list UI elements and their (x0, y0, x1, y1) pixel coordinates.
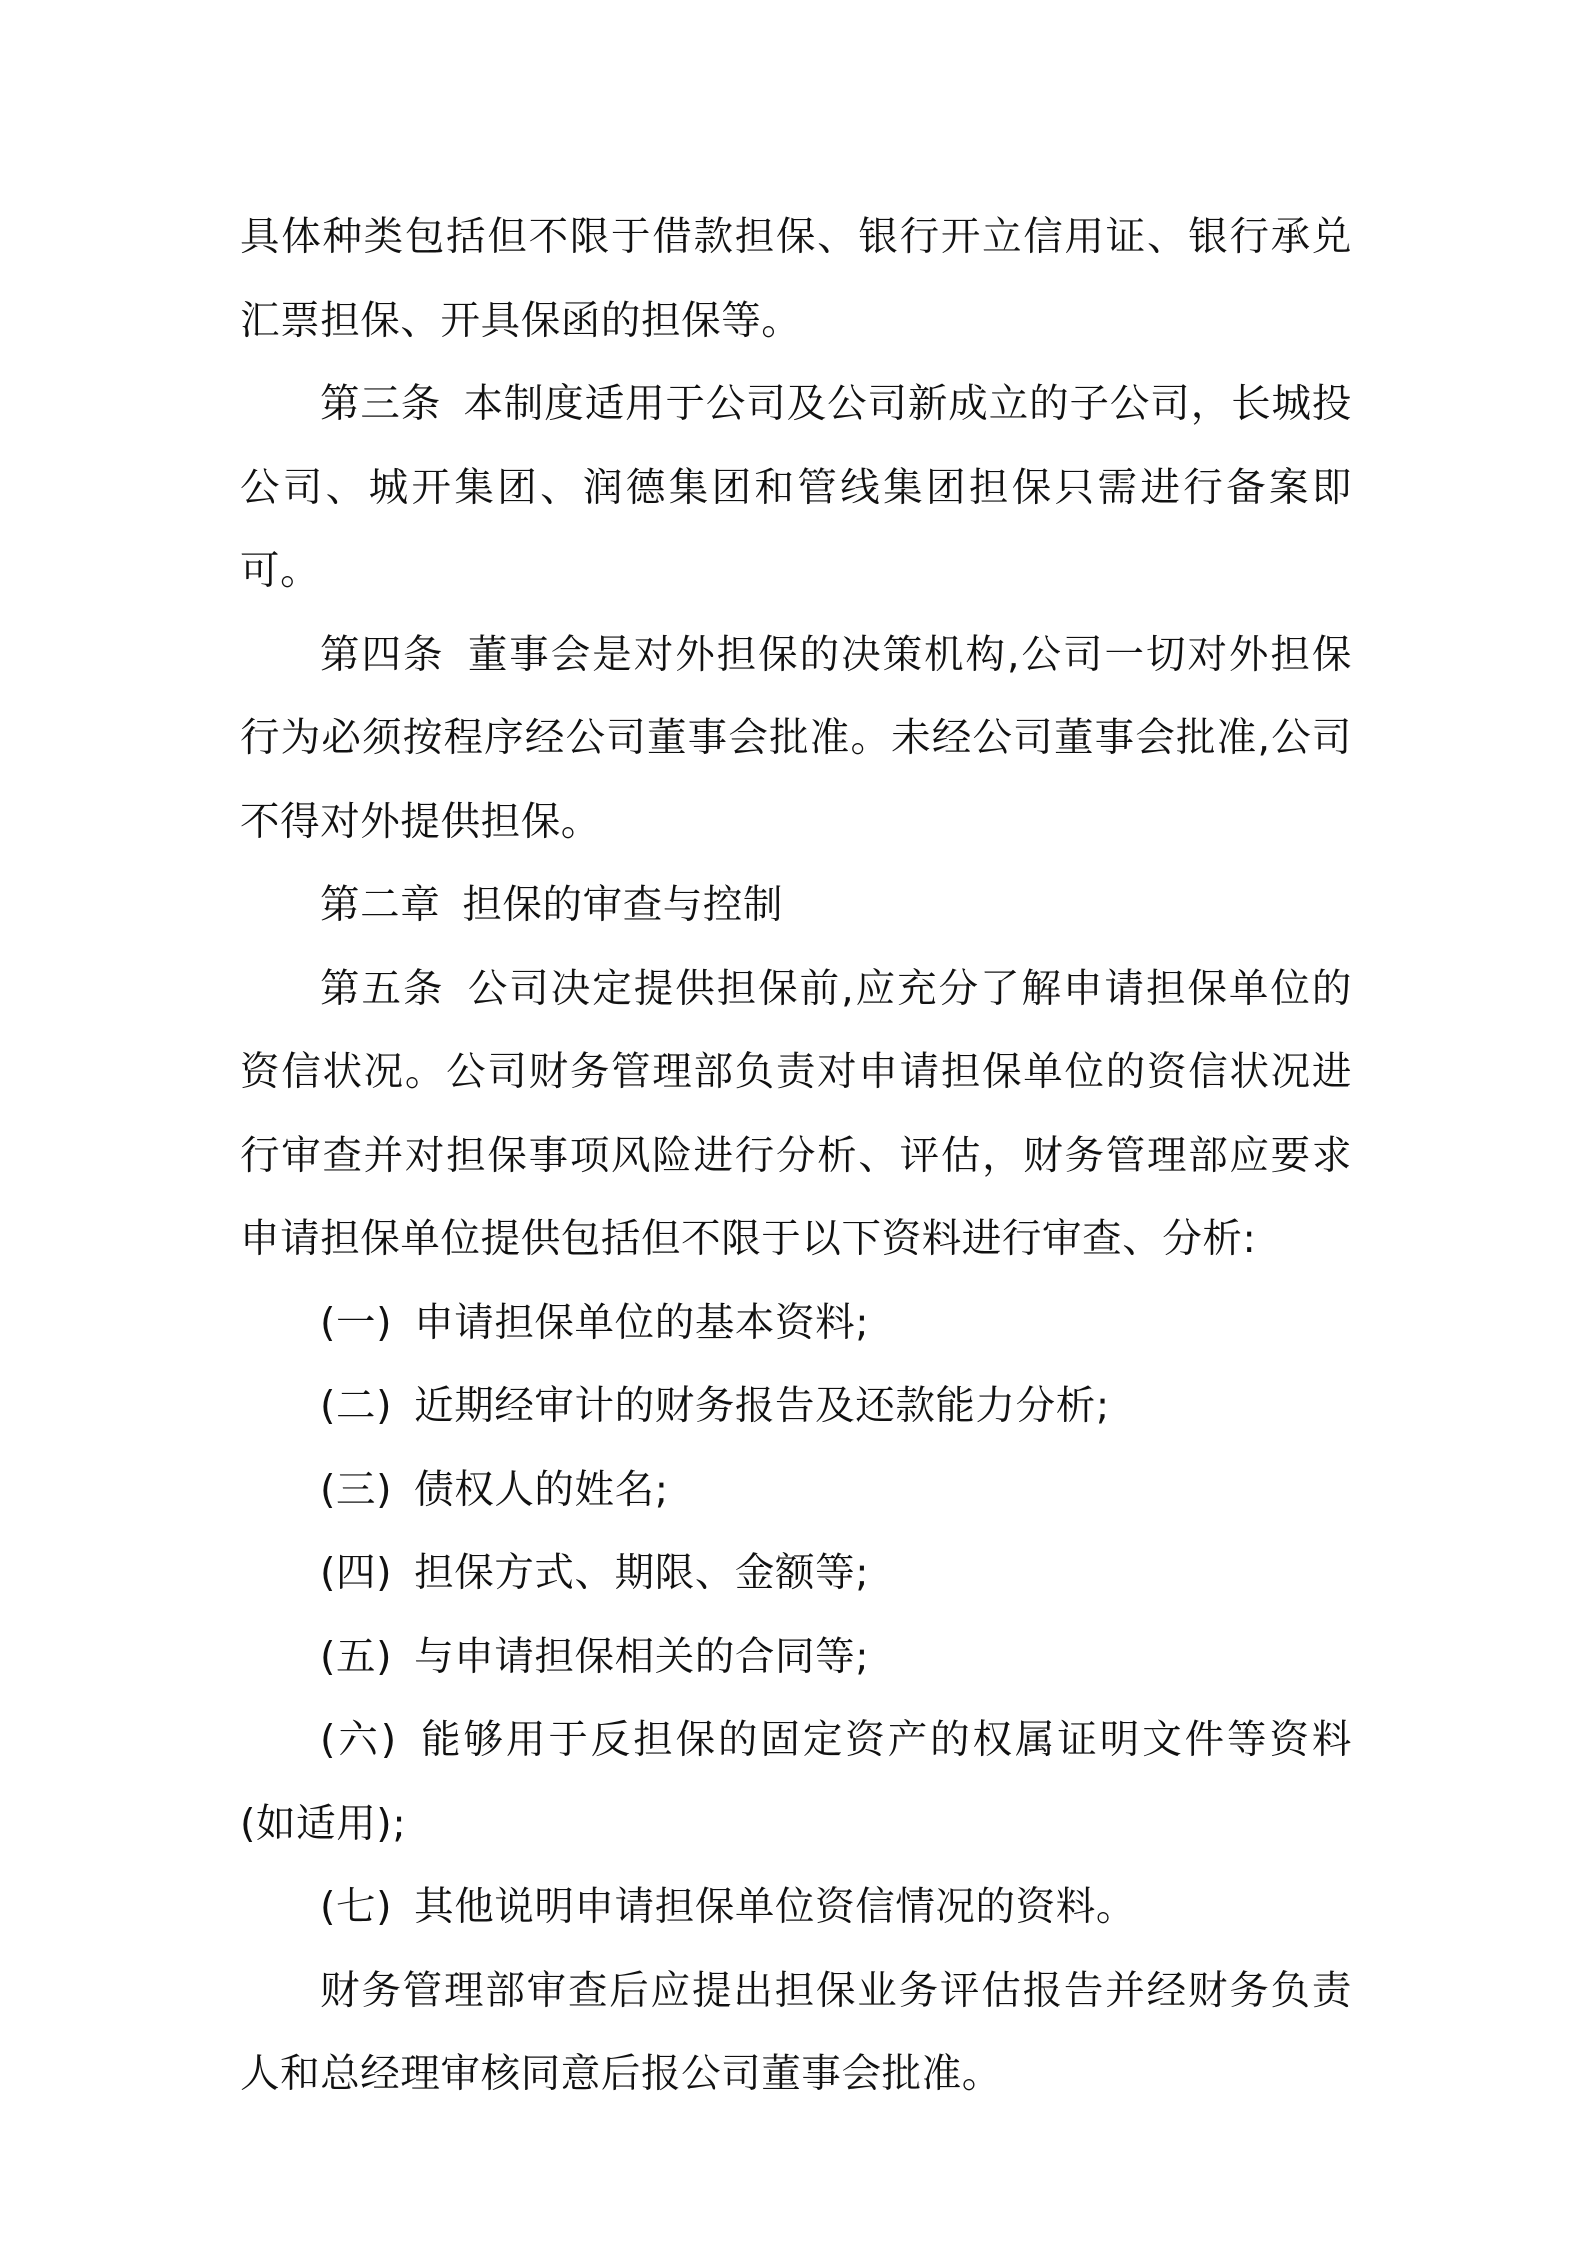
list-item-label: (六) (320, 1717, 397, 1763)
list-item (240, 1449, 1352, 1533)
document-body (240, 196, 1352, 2117)
article-text: 董事会是对外担保的决策机构,公司一切对外担保行为必须按程序经公司董事会批准。未经公司董事会批准,公司不得对外提供担保。 (240, 631, 1352, 845)
list-item-text: 担保方式、期限、金额等; (414, 1550, 870, 1596)
paragraph-text: 具体种类包括但不限于借款担保、银行开立信用证、银行承兑汇票担保、开具保函的担保等。 (240, 214, 1352, 344)
list-item-text: 申请担保单位的基本资料; (414, 1299, 870, 1346)
list-item-label: (七) (320, 1884, 393, 1930)
list-item (240, 1866, 1352, 1950)
article-text: 本制度适用于公司及公司新成立的子公司，长城投公司、城开集团、润德集团和管线集团担保只需进行备案即可。 (240, 381, 1352, 594)
article-text: 公司决定提供担保前,应充分了解申请担保单位的资信状况。公司财务管理部负责对申请担保单位的资信状况进行审查并对担保事项风险进行分析、评估，财务管理部应要求申请担保单位提供包括但不限于以下资料进行审查、分析: (240, 965, 1352, 1262)
list-item-label: (五) (320, 1633, 393, 1680)
list-item (240, 1699, 1352, 1866)
closing-paragraph (240, 1950, 1352, 2117)
list-item-text: 能够用于反担保的固定资产的权属证明文件等资料(如适用); (240, 1717, 1352, 1847)
list-item-label: (二) (320, 1383, 393, 1429)
list-item-label: (三) (320, 1466, 393, 1513)
paragraph-guarantee-types (240, 196, 1352, 363)
chapter-title: 担保的审查与控制 (462, 882, 784, 928)
closing-text: 财务管理部审查后应提出担保业务评估报告并经财务负责人和总经理审核同意后报公司董事会批准。 (240, 1967, 1352, 2097)
article-label: 第五条 (320, 965, 445, 1012)
chapter-2-heading (240, 864, 1352, 948)
list-item (240, 1365, 1352, 1449)
list-item (240, 1532, 1352, 1616)
list-item-text: 与申请担保相关的合同等; (414, 1633, 870, 1680)
list-item-text: 其他说明申请担保单位资信情况的资料。 (414, 1884, 1136, 1930)
article-label: 第三条 (320, 381, 442, 427)
chapter-label: 第二章 (320, 882, 441, 928)
list-item (240, 1616, 1352, 1700)
list-item-text: 债权人的姓名; (414, 1466, 669, 1513)
article-4 (240, 614, 1352, 865)
list-item (240, 1282, 1352, 1366)
article-5 (240, 948, 1352, 1282)
list-item-label: (四) (320, 1550, 393, 1596)
article-label: 第四条 (320, 631, 445, 678)
list-item-label: (一) (320, 1299, 393, 1346)
list-item-text: 近期经审计的财务报告及还款能力分析; (414, 1383, 1110, 1429)
article-3 (240, 363, 1352, 614)
